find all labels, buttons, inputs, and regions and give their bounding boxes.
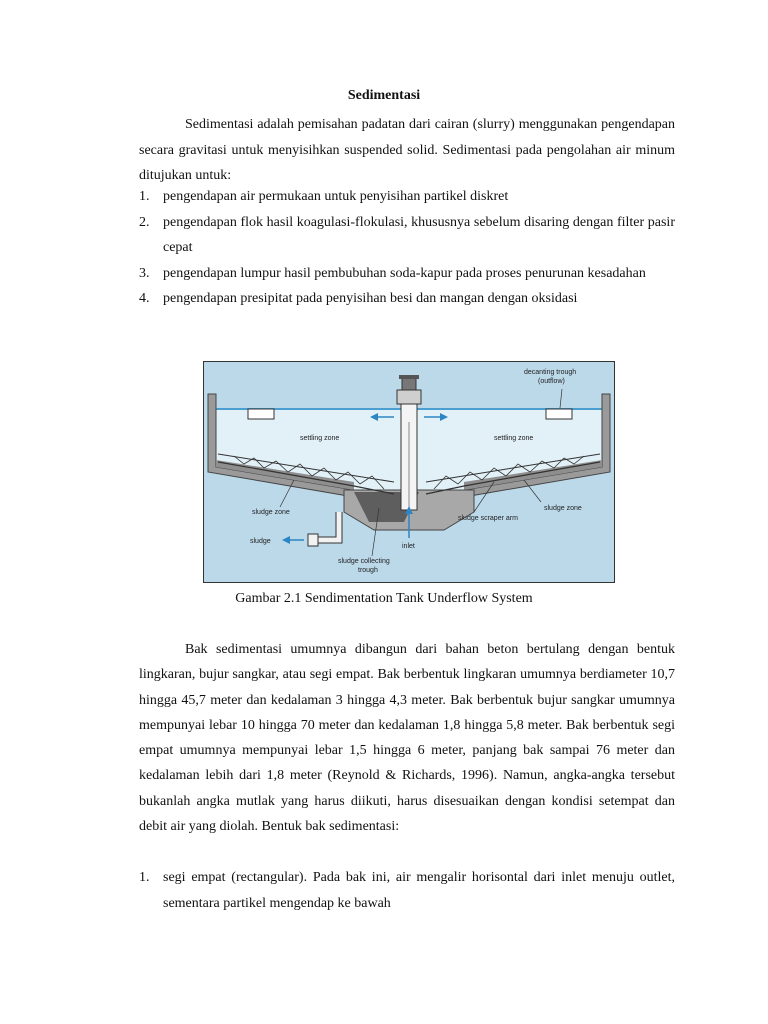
drive-unit — [397, 390, 421, 404]
label-settling-zone-left: settling zone — [300, 435, 340, 442]
list-item-number: 4. — [139, 291, 150, 306]
sludge-arrow-icon — [282, 536, 290, 544]
list-item-text: pengendapan air permukaan untuk penyisihan partikel diskret — [163, 189, 509, 204]
figure-caption: Gambar 2.1 Sendimentation Tank Underflow System — [235, 591, 533, 606]
sedimentation-tank-diagram — [203, 361, 615, 583]
label-sludge-scraper-arm: sludge scraper arm — [458, 515, 518, 522]
leader-decanting — [560, 389, 562, 408]
label-decanting-outflow: (outflow) — [538, 378, 565, 385]
decanting-trough-right — [546, 409, 572, 419]
list-item-text: segi empat (rectangular). Pada bak ini, air mengalir horisontal dari inlet menuju outlet, sementara partikel mengendap ke bawah — [163, 870, 675, 911]
label-decanting-trough: decanting trough — [524, 369, 577, 376]
label-inlet: inlet — [402, 543, 415, 550]
list-item — [139, 865, 675, 916]
label-sludge-zone-right: sludge zone — [544, 505, 582, 512]
list-item-text: pengendapan presipitat pada penyisihan besi dan mangan dengan oksidasi — [163, 291, 578, 306]
list-item-number: 1. — [139, 870, 150, 885]
sludge-pipe-outline — [316, 512, 339, 540]
label-settling-zone-right: settling zone — [494, 435, 534, 442]
label-sludge-outlet: sludge — [250, 538, 271, 545]
uses-list — [139, 184, 675, 312]
list-item-text: pengendapan lumpur hasil pembubuhan soda-kapur pada proses penurunan kesadahan — [163, 265, 646, 281]
list-item — [139, 210, 675, 261]
list-item-text: pengendapan flok hasil koagulasi-flokulasi, khususnya sebelum disaring dengan filter pasir cepat — [163, 214, 675, 255]
list-item-number: 2. — [139, 214, 150, 230]
page-title: Sedimentasi — [347, 88, 421, 103]
label-sludge-collecting: sludge collecting — [338, 558, 390, 565]
list-item — [139, 261, 675, 287]
sludge-valve — [308, 534, 318, 546]
list-item-number: 3. — [139, 265, 150, 281]
label-sludge-zone-left: sludge zone — [252, 509, 290, 516]
decanting-trough-left — [248, 409, 274, 419]
body-paragraph: Bak sedimentasi umumnya dibangun dari bahan beton bertulang dengan bentuk lingkaran, bujur sangkar, atau segi empat. Bak berbentuk lingkaran umumnya berdiameter 10,7 hingga 45,7 meter dan kedalaman 3 hingga 4,3 meter. Bak berbentuk bujur sangkar umumnya mempunyai lebar 10 hingga 70 meter dan kedalaman 1,8 hingga 5,8 meter. Bak berbentuk segi empat umumnya mempunyai lebar 1,5 hingga 6 meter, panjang bak sampai 76 meter dan kedalaman lebih dari 1,8 meter (Reynold & Richards, 1996). Namun, angka-angka tersebut bukanlah angka mutlak yang harus diikuti, harus disesuaikan dengan kondisi setempat dan debit air yang diolah. Bentuk bak sedimentasi: — [139, 642, 675, 835]
intro-paragraph: Sedimentasi adalah pemisahan padatan dari cairan (slurry) menggunakan pengendapan secara gravitasi untuk menyisihkan suspended solid. Sedimentasi pada pengolahan air minum ditujukan untuk: — [139, 117, 675, 183]
shape-list — [139, 865, 675, 916]
list-item-number: 1. — [139, 189, 150, 204]
label-collecting-trough: trough — [358, 567, 378, 574]
drive-cap — [399, 375, 419, 379]
list-item — [139, 286, 675, 312]
drive-motor — [402, 378, 416, 390]
list-item — [139, 184, 675, 210]
